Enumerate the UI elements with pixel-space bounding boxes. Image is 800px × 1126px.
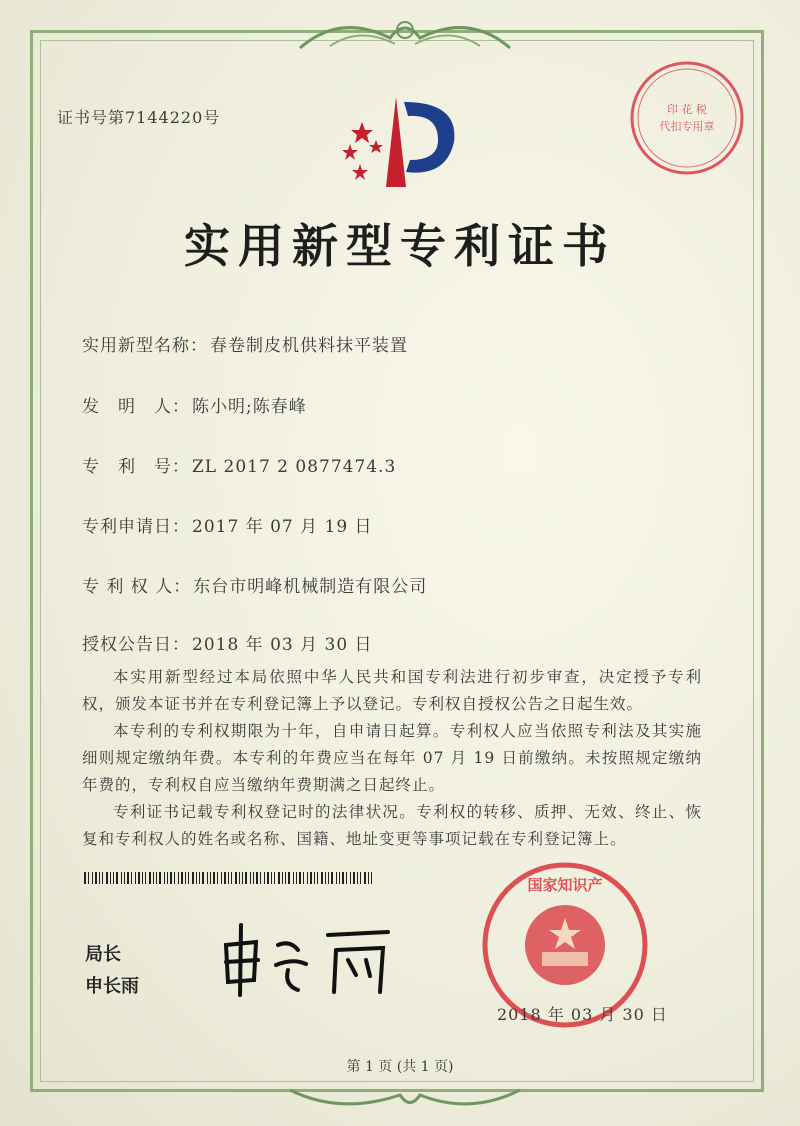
field-label: 专 利 权 人： [82,577,192,597]
barcode-bar [135,872,136,884]
field-label: 实用新型名称： [82,336,208,356]
field-value: ZL 2017 2 0877474.3 [192,457,397,477]
field-value: 2018 年 03 月 30 日 [192,635,373,655]
barcode-bar [156,872,157,884]
field-patentee [82,572,427,597]
barcode-bar [325,872,326,884]
barcode-bar [199,872,200,884]
barcode-bar [213,872,215,884]
svg-text:印 花 税: 印 花 税 [667,103,707,116]
barcode-bar [207,872,208,884]
bottom-ornament [280,1080,530,1120]
issue-date: 2018 年 03 月 30 日 [497,1005,668,1024]
field-label: 授权公告日： [82,635,190,655]
barcode-bar [288,872,290,884]
field-value: 东台市明峰机械制造有限公司 [193,577,428,597]
barcode-bar [267,872,269,884]
barcode-bar [357,872,358,884]
barcode-bar [127,872,129,884]
barcode-bar [116,872,118,884]
field-label: 专 利 号： [82,457,190,477]
body-paragraph: 本实用新型经过本局依照中华人民共和国专利法进行初步审查，决定授予专利权，颁发本证书并在专利登记簿上予以登记。专利权自授权公告之日起生效。 [82,668,702,713]
barcode-bar [153,872,154,884]
barcode-bar [271,872,272,884]
barcode-bar [210,872,211,884]
field-label: 发 明 人： [82,397,190,417]
body-paragraph: 本专利的专利权期限为十年，自申请日起算。专利权人应当依照专利法及其实施细则规定缴纳年费。本专利的年费应当在每年 07 月 19 日前缴纳。未按照规定缴纳年费的，专利权自应当缴纳年费期满之日起终止。 [82,722,702,794]
barcode-bar [110,872,111,884]
barcode-bar [360,872,361,884]
barcode-bar [149,872,151,884]
barcode-bar [196,872,197,884]
barcode-bar [131,872,132,884]
barcode-bar [106,872,108,884]
barcode-bar [217,872,218,884]
barcode-bar [342,872,344,884]
barcode-bar [303,872,304,884]
barcode-bar [239,872,240,884]
field-value: 陈小明;陈春峰 [192,397,307,417]
barcode-bar [339,872,340,884]
barcode-bar [331,872,333,884]
barcode-bar [350,872,351,884]
barcode-bar [346,872,347,884]
barcode-bar [102,872,103,884]
barcode-bar [174,872,175,884]
field-inventors [82,392,307,417]
barcode-bar [368,872,369,884]
page-info: 第 1 页 (共 1 页) [346,1059,454,1075]
barcode-bar [124,872,125,884]
director-signature [218,920,398,1000]
barcode-bar [274,872,275,884]
barcode-bar [159,872,161,884]
cnipa-emblem-icon [334,92,464,192]
barcode-bar [221,872,222,884]
director-name: 申长雨 [85,976,139,997]
barcode-bar [95,872,97,884]
barcode-bar [188,872,189,884]
barcode-bar [202,872,204,884]
barcode-bar [260,872,261,884]
field-application-date [82,512,373,537]
barcode-bar [321,872,323,884]
director-title: 局长 [85,944,121,965]
top-ornament [290,8,520,58]
barcode-bar [192,872,194,884]
barcode-bar [121,872,122,884]
barcode-bar [299,872,301,884]
barcode-bar [364,872,366,884]
barcode-bar [285,872,286,884]
field-value: 春卷制皮机供料抹平装置 [210,336,408,356]
field-patent-number [82,452,396,477]
barcode-bar [328,872,329,884]
svg-text:代扣专用章: 代扣专用章 [659,120,715,133]
barcode-bar [264,872,265,884]
barcode [84,872,374,884]
barcode-bar [181,872,183,884]
barcode-bar [88,872,89,884]
barcode-bar [310,872,312,884]
barcode-bar [317,872,318,884]
field-value: 2017 年 07 月 19 日 [192,517,373,537]
tax-stamp-seal [627,58,747,178]
barcode-bar [336,872,337,884]
barcode-bar [296,872,297,884]
barcode-bar [242,872,243,884]
barcode-bar [170,872,172,884]
certificate-number: 证书号第7144220号 [57,108,221,127]
barcode-bar [235,872,237,884]
certificate-body [82,664,702,853]
barcode-bar [371,872,372,884]
barcode-bar [307,872,308,884]
field-utility-model-name [82,331,408,356]
barcode-bar [250,872,251,884]
barcode-bar [178,872,179,884]
barcode-bar [282,872,283,884]
field-label: 专利申请日： [82,517,190,537]
barcode-bar [256,872,258,884]
field-grant-date [82,630,373,655]
certificate-title: 实用新型专利证书 [184,219,616,273]
barcode-bar [142,872,143,884]
barcode-bar [84,872,86,884]
barcode-bar [278,872,280,884]
barcode-bar [228,872,229,884]
body-paragraph: 专利证书记载专利权登记时的法律状况。专利权的转移、质押、无效、终止、恢复和专利权人的姓名或名称、国籍、地址变更等事项记载在专利登记簿上。 [82,803,702,848]
barcode-bar [231,872,232,884]
barcode-bar [245,872,247,884]
barcode-bar [253,872,254,884]
barcode-bar [113,872,114,884]
svg-text:国家知识产: 国家知识产 [527,876,603,894]
barcode-bar [224,872,226,884]
barcode-bar [293,872,294,884]
barcode-bar [167,872,168,884]
barcode-bar [314,872,315,884]
barcode-bar [145,872,146,884]
barcode-bar [164,872,165,884]
barcode-bar [353,872,355,884]
barcode-bar [185,872,186,884]
barcode-bar [92,872,93,884]
barcode-bar [138,872,140,884]
barcode-bar [99,872,100,884]
